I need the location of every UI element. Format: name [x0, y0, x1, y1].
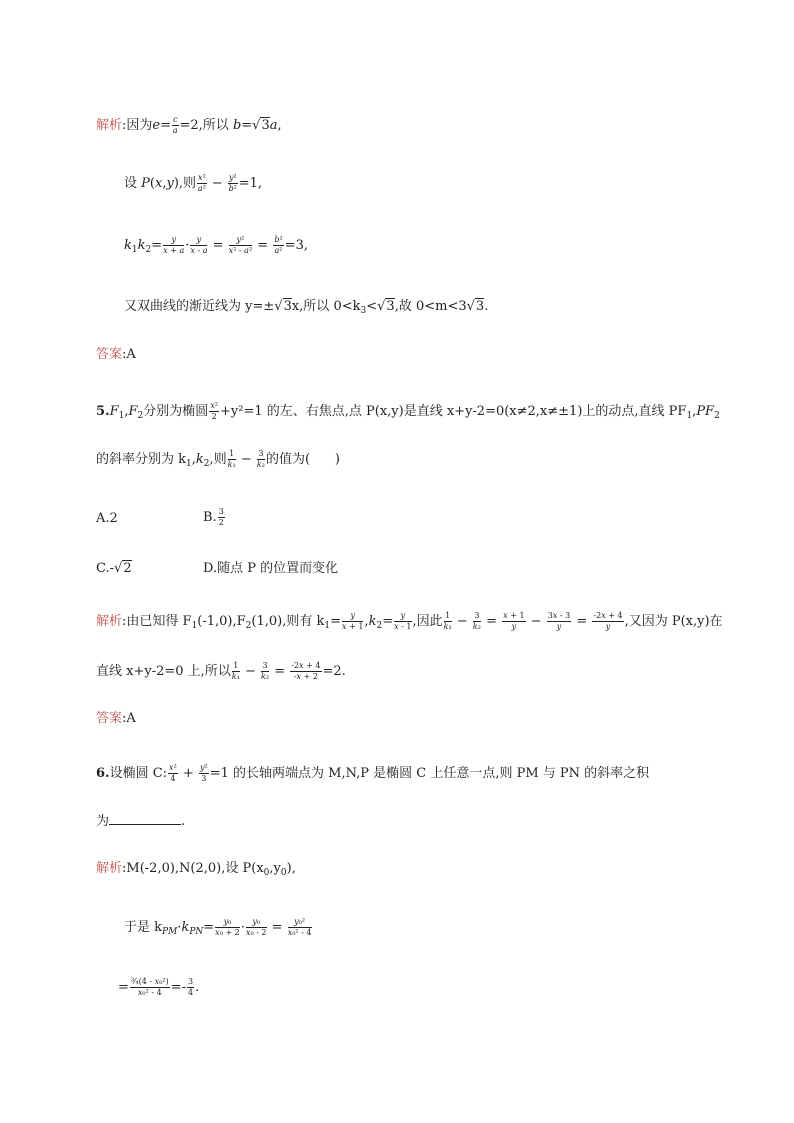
q4-answer: 答案:A	[96, 347, 136, 362]
q6-solution-line-1: 解析:M(-2,0),N(2,0),设 $P(x_0,y_0)$,	[96, 861, 296, 878]
q5-stem-line-1: $5.F_1,F_2$分别为椭圆 $\frac{\text{x²}}{2}$ +y²=1 的左、右焦点,点 P(x,y)是直线 x+y-2=0(x≠2,x≠±1)上的动点,直线 $PF_1,PF_2$	[96, 401, 720, 421]
q5-option-b: B. $\frac{3}{2}$	[203, 507, 224, 527]
q5-stem-line-2: 的斜率分别为 $k_1,k_2$,则 $\frac{1}{\text{k₁}}$ − $\frac{3}{\text{k₂}}$ 的值为( )	[96, 449, 340, 469]
q5-solution-line-2: 直线 x+y-2=0 上,所以 $\frac{1}{\text{k₁}}$ − $\frac{3}{\text{k₂}}$ = $\frac{-2x + 4}{-x + 2}$ =2.	[96, 661, 346, 681]
q5-option-a: A.2	[96, 511, 118, 526]
q6-stem-line-1: 6.设椭圆 C: $\frac{\text{x²}}{4}$ + $\frac{\text{y²}}{3}$ =1 的长轴两端点为 M,N,P 是椭圆 C 上任意一点,则 PM 与 PN 的斜率之积	[96, 763, 650, 783]
q6-solution-line-3: = $\frac{\text{¾(4 - x₀²)}}{\text{x₀² - 4}}$ =- $\frac{3}{4}$ .	[118, 977, 200, 997]
q5-solution-line-1: 解析:由已知得 $F_1(-1,0),F_2(1,0)$,则有 $k_1=$ $\frac{y}{x + 1}$ $,k_2=$ $\frac{y}{x - 1}$ ,因此 $\frac{1}{\text{k₁}}$ − $\frac{3}{\text{k₂}}$ = $\frac{x + 1}{y}$ − $\frac{3x - 3}{y}$ = $\frac{-2x + 4}{y}$ ,又因为 P(x,y)在	[96, 611, 723, 631]
q5-answer: 答案:A	[96, 711, 136, 726]
q6-solution-line-2: 于是 $k_{PM}\cdot k_{PN}=$ $\frac{\text{y₀}}{\text{x₀ + 2}}$ · $\frac{\text{y₀}}{\text{x₀ - 2}}$ = $\frac{\text{y₀²}}{\text{x₀² - 4}}$	[124, 917, 312, 937]
q4-solution-line-2: 设 P(x,y),则 $\frac{\text{x²}}{\text{a²}}$ − $\frac{\text{y²}}{\text{b²}}$ =1,	[124, 173, 262, 193]
q6-stem-line-2: 为 .	[96, 814, 186, 829]
q5-option-c: C.-√2	[96, 561, 132, 576]
q4-solution-line-3: $k_1k_2=$ $\frac{y}{x + a}$ · $\frac{y}{x - a}$ = $\frac{\text{y²}}{\text{x² - a²}}$ = $\frac{\text{b²}}{\text{a²}}$ =3,	[124, 235, 308, 255]
q5-option-d: D.随点 P 的位置而变化	[203, 561, 339, 576]
analysis-label: 解析	[96, 118, 123, 133]
answer-blank	[109, 812, 181, 825]
q4-solution-line-4: 又双曲线的渐近线为 y=±√3x,所以 $0<k_3<√3$,故 0<m<3√3.	[124, 299, 489, 316]
q4-solution-line-1: 解析:因为e= $\frac{c}{a}$ =2,所以 b=√3a,	[96, 115, 282, 135]
